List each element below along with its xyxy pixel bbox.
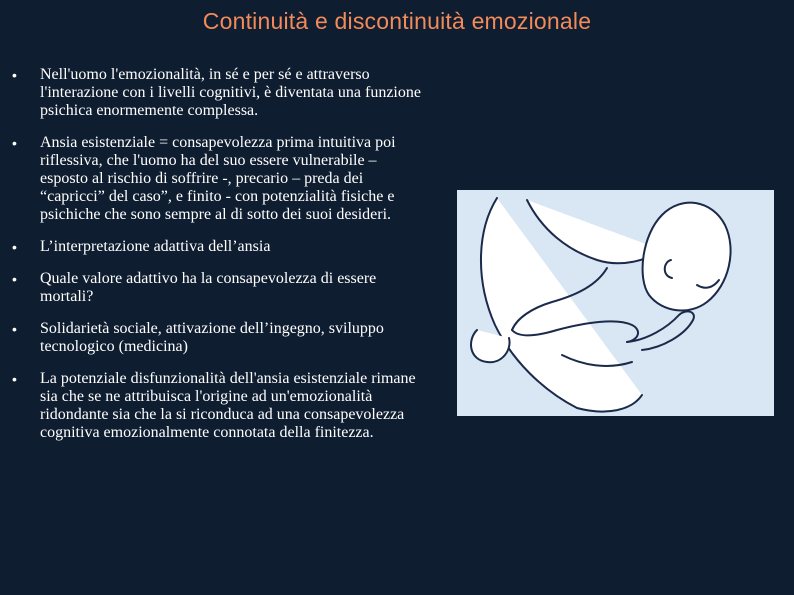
head-outline — [643, 203, 731, 311]
bullet-text: Ansia esistenziale = consapevolezza prima intuitiva poi riflessiva, che l'uomo ha del suo essere vulnerabile – esposto al rischio di soffrire -, precario – preda dei “capricci” del caso”, e finito - con potenzialità fisiche e psichiche che sono sempre al di sotto dei suoi desideri. — [40, 134, 396, 223]
bullet-item — [12, 66, 422, 120]
slide-title: Continuità e discontinuità emozionale — [202, 8, 592, 34]
bullet-text: Quale valore adattivo ha la consapevolezza di essere mortali? — [40, 270, 377, 305]
bullet-icon: • — [12, 67, 17, 83]
bullet-icon: • — [12, 321, 17, 337]
curled-figure-icon — [457, 190, 774, 416]
bullet-item — [12, 238, 422, 256]
bullet-icon: • — [12, 239, 17, 255]
bullet-text: Solidarietà sociale, attivazione dell’ingegno, sviluppo tecnologico (medicina) — [40, 320, 384, 355]
bullet-item — [12, 134, 422, 224]
leg-outline — [527, 200, 662, 263]
bullet-icon: • — [12, 271, 17, 287]
bullet-list — [12, 66, 422, 456]
bullet-icon: • — [12, 371, 17, 387]
bullet-item — [12, 370, 422, 442]
bullet-item — [12, 270, 422, 306]
bullet-text: La potenziale disfunzionalità dell'ansia esistenziale rimane sia che se ne attribuisca l'origine ad un'emozionalità ridondante sia che la si riconduca ad una consapevolezza cognitiva emozionalmente connotata della finitezza. — [40, 370, 416, 441]
bullet-icon: • — [12, 135, 17, 151]
bullet-item — [12, 320, 422, 356]
bullet-text: L’interpretazione adattiva dell’ansia — [40, 238, 271, 255]
curled-figure-illustration — [457, 190, 774, 416]
bullet-text: Nell'uomo l'emozionalità, in sé e per sé e attraverso l'interazione con i livelli cognitivi, è diventata una funzione psichica enormemente complessa. — [40, 66, 421, 119]
